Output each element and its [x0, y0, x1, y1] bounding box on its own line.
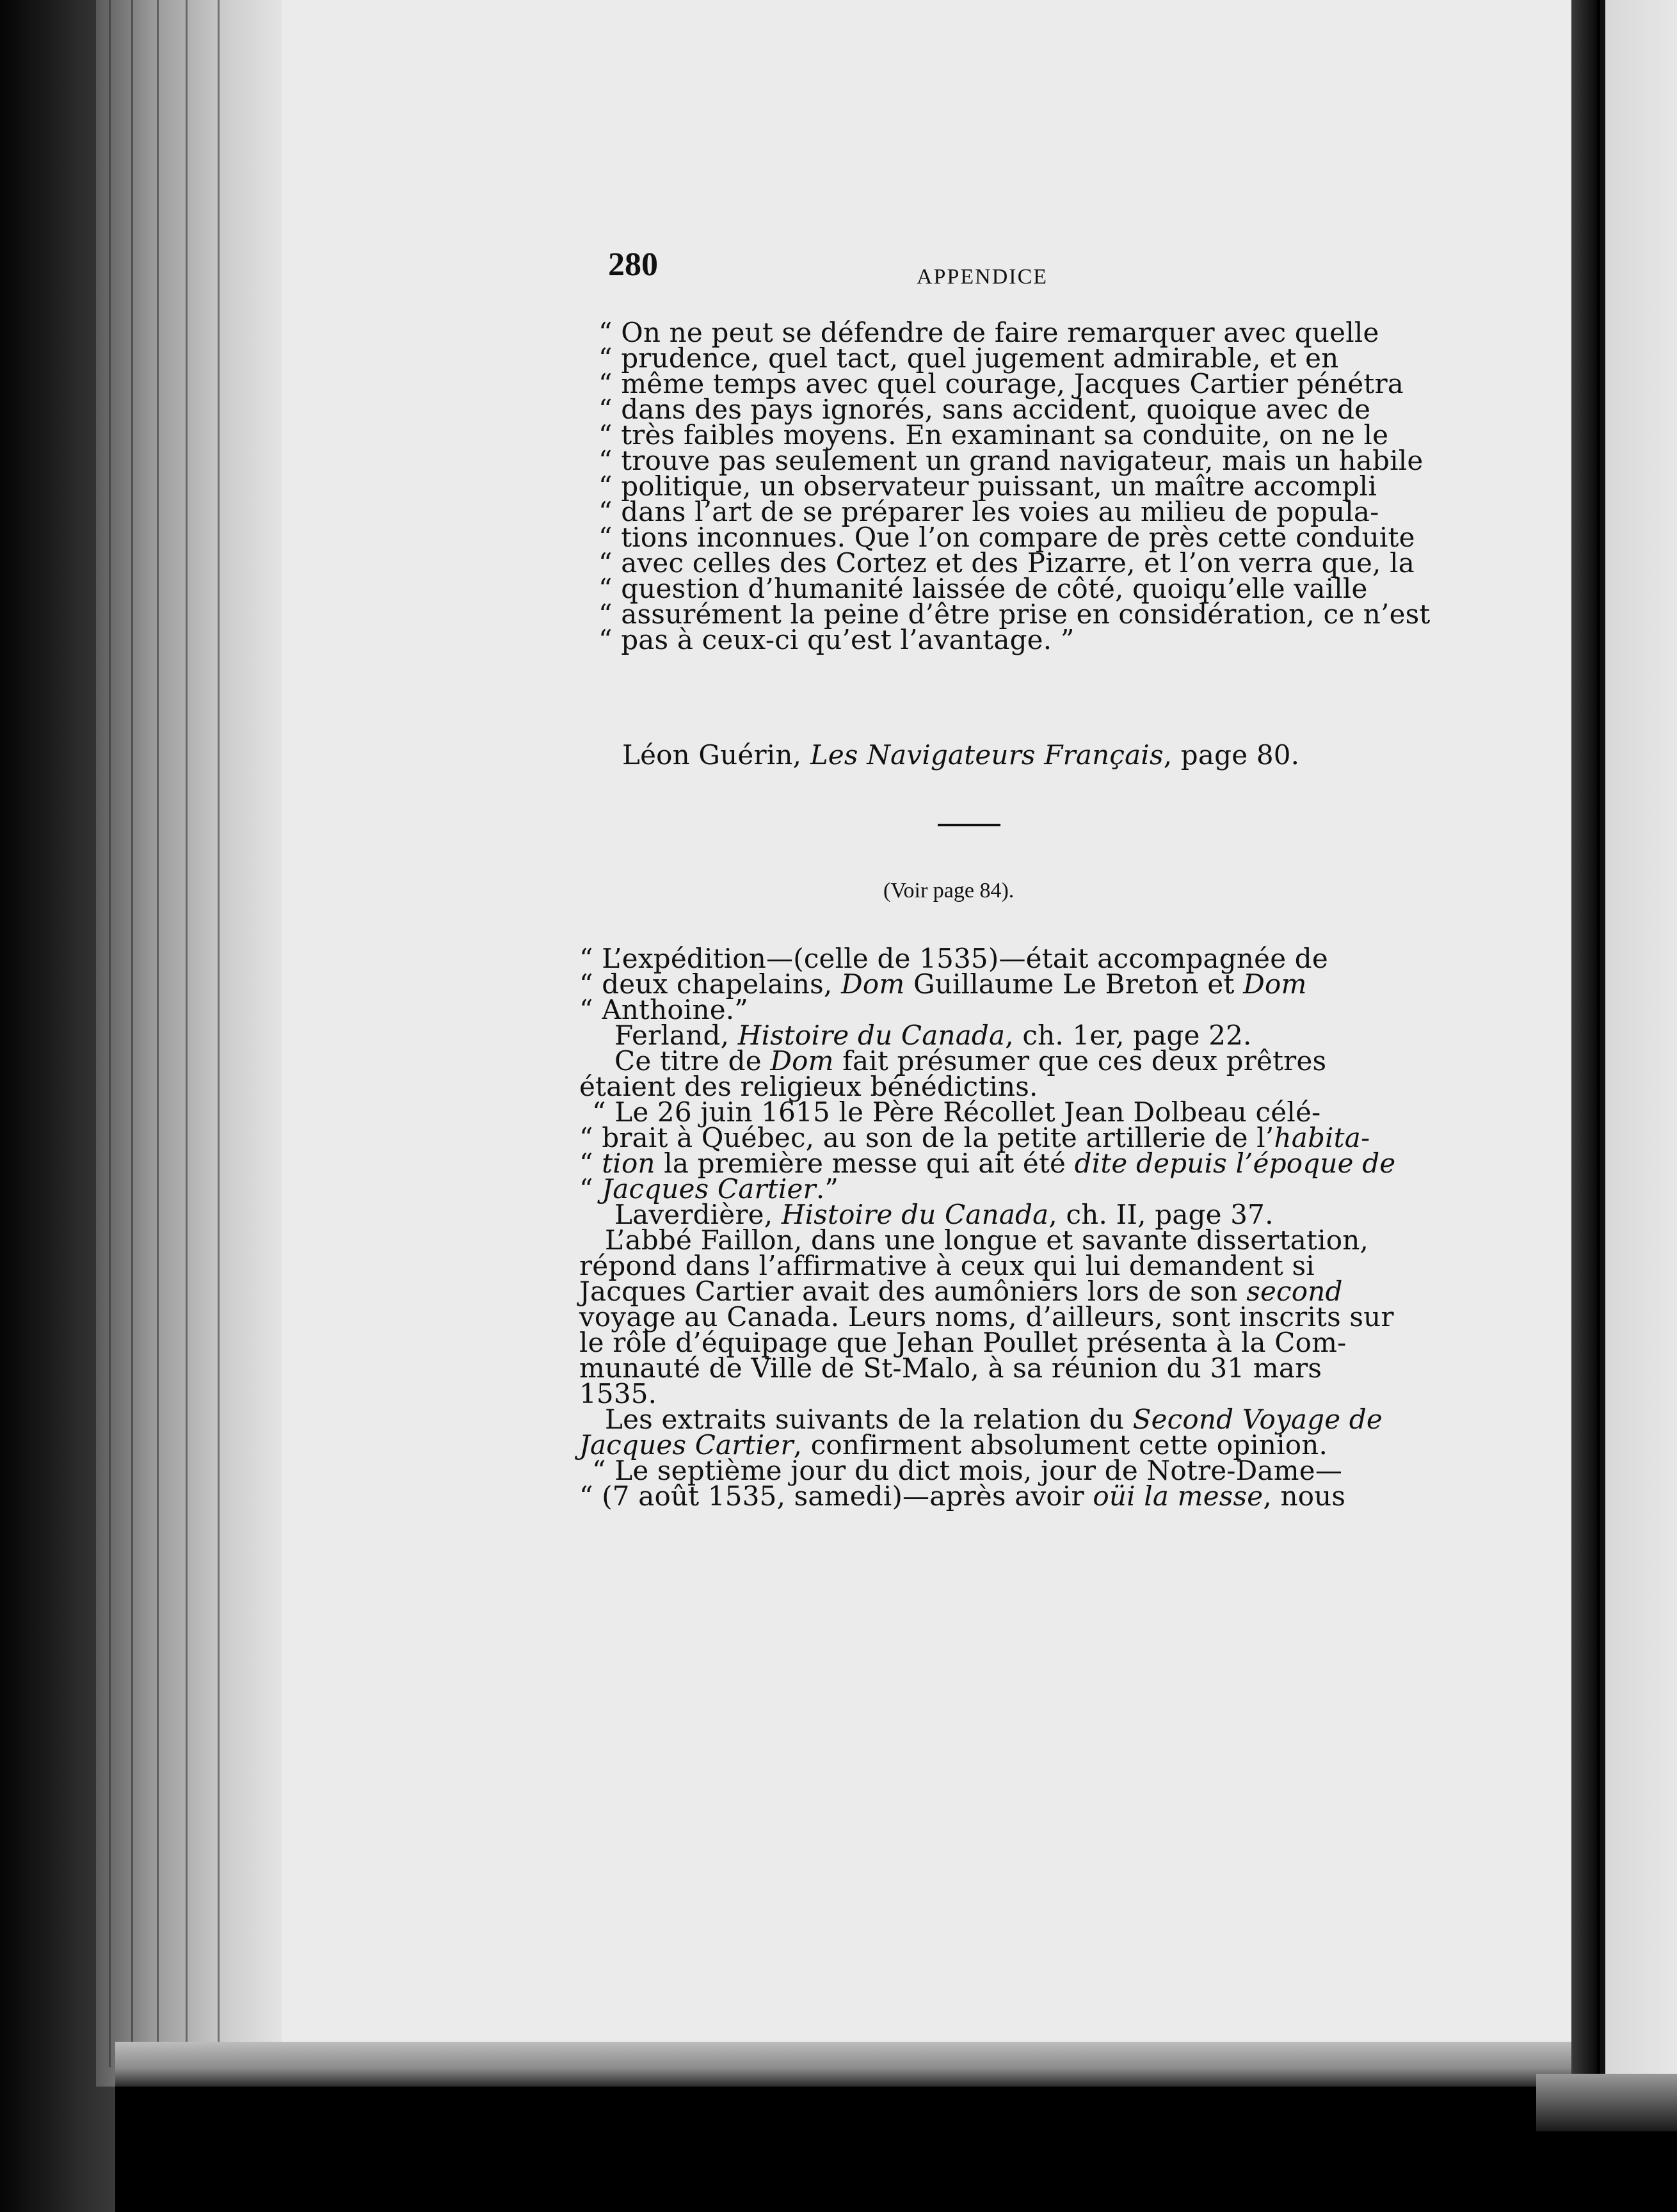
body-line: [579, 1480, 1395, 1512]
quote-line: “ pas à ceux-ci qu’est l’avantage. ”: [598, 624, 1075, 655]
body-line: 1535.: [579, 1378, 657, 1409]
page-edge-line: [131, 0, 133, 2067]
text-run: Ferland,: [614, 1020, 738, 1051]
text-run: Laverdière,: [614, 1199, 782, 1230]
body-line: “ L’expédition—(celle de 1535)—était accompagnée de: [579, 943, 1328, 974]
text-run: fait présumer que ces deux prêtres: [833, 1045, 1327, 1077]
text-run-italic: Jacques Cartier: [602, 1173, 816, 1205]
quote-line: “ avec celles des Cortez et des Pizarre, et l’on verra que, la: [598, 547, 1415, 579]
page-bottom-edge: [115, 2042, 1587, 2087]
text-run-italic: Jacques Cartier: [579, 1429, 794, 1461]
body-line: [579, 1429, 1395, 1461]
text-run: “ brait à Québec, au son de la petite artillerie de l’: [579, 1122, 1274, 1153]
quote-line: “ assurément la peine d’être prise en considération, ce n’est: [598, 598, 1431, 630]
running-head: APPENDICE: [917, 265, 1048, 289]
page-stack-edges: [96, 0, 288, 2087]
citation-page: , page 80.: [1163, 739, 1300, 771]
body-line: munauté de Ville de St-Malo, à sa réunion du 31 mars: [579, 1352, 1322, 1384]
quote-line: “ tions inconnues. Que l’on compare de près cette conduite: [598, 522, 1415, 553]
text-run: Les extraits suivants de la relation du: [605, 1404, 1133, 1435]
text-run-italic: second: [1246, 1276, 1343, 1307]
body-line: voyage au Canada. Leurs noms, d’ailleurs, sont inscrits sur: [579, 1301, 1394, 1333]
text-run: “: [579, 1148, 602, 1179]
text-run-italic: tion: [602, 1148, 655, 1179]
text-run: , ch. II, page 37.: [1048, 1199, 1274, 1230]
body-line: [579, 1276, 1395, 1307]
body-line: [579, 1148, 1396, 1179]
quote-line: “ dans l’art de se préparer les voies au milieu de popula-: [598, 496, 1379, 527]
quote-line: “ trouve pas seulement un grand navigateur, mais un habile: [598, 445, 1424, 476]
facing-page-edge: [1600, 0, 1677, 2112]
quote-line: “ très faibles moyens. En examinant sa conduite, on ne le: [598, 419, 1389, 451]
body-line: [579, 968, 1395, 1000]
body-line: “ Anthoine.”: [579, 994, 748, 1025]
body-text: [579, 943, 1396, 1512]
text-run: Jacques Cartier avait des aumôniers lors de son: [579, 1276, 1247, 1307]
page-gutter: [1571, 0, 1597, 2087]
page-edge-line: [218, 0, 220, 2067]
text-run-italic: Dom: [841, 968, 905, 1000]
quote-line: “ question d’humanité laissée de côté, quoiqu’elle vaille: [598, 573, 1368, 604]
text-run: “ deux chapelains,: [579, 968, 842, 1000]
body-line: [579, 1045, 1395, 1077]
quote-line: “ On ne peut se défendre de faire remarquer avec quelle: [598, 317, 1379, 348]
body-line: [579, 1199, 1395, 1230]
text-run-italic: Dom: [770, 1045, 834, 1077]
quote-line: “ prudence, quel tact, quel jugement admirable, et en: [598, 342, 1339, 374]
text-run: , confirment absolument cette opinion.: [793, 1429, 1328, 1461]
text-run: , ch. 1er, page 22.: [1005, 1020, 1252, 1051]
text-run: , nous: [1263, 1480, 1346, 1512]
page-number: 280: [608, 246, 658, 283]
text-run: la première messe qui ait été: [655, 1148, 1075, 1179]
citation-title: Les Navigateurs Français: [810, 739, 1164, 771]
text-run: “: [579, 1173, 602, 1205]
page-edge-line: [186, 0, 188, 2067]
text-run-italic: habita-: [1274, 1122, 1370, 1153]
text-run: Ce titre de: [614, 1045, 771, 1077]
page-edge-line: [109, 0, 111, 2067]
text-run-italic: Second Voyage de: [1132, 1404, 1383, 1435]
quote-line: “ politique, un observateur puissant, un maître accompli: [598, 470, 1377, 502]
text-run-italic: dite depuis l’époque de: [1074, 1148, 1396, 1179]
text-run-italic: Dom: [1243, 968, 1307, 1000]
body-line: [579, 1404, 1395, 1435]
body-line: le rôle d’équipage que Jehan Poullet présenta à la Com-: [579, 1327, 1347, 1358]
quote-block: [598, 317, 1431, 655]
body-line: [579, 1020, 1395, 1051]
section-reference: (Voir page 84).: [883, 879, 1015, 902]
text-run-italic: Histoire du Canada: [737, 1020, 1006, 1051]
quote-citation: [622, 739, 1300, 771]
body-line: étaient des religieux bénédictins.: [579, 1071, 1038, 1102]
text-run-italic: Histoire du Canada: [781, 1199, 1049, 1230]
body-line: [579, 1173, 1395, 1205]
body-line: répond dans l’affirmative à ceux qui lui demandent si: [579, 1250, 1315, 1281]
text-run-italic: oüi la messe: [1093, 1480, 1264, 1512]
body-line: “ Le 26 juin 1615 le Père Récollet Jean Dolbeau célé-: [592, 1096, 1321, 1128]
page-edge-line: [157, 0, 159, 2067]
section-divider: [938, 824, 1000, 826]
quote-line: “ dans des pays ignorés, sans accident, quoique avec de: [598, 394, 1371, 425]
text-run: “ (7 août 1535, samedi)—après avoir: [579, 1480, 1093, 1512]
quote-line: “ même temps avec quel courage, Jacques Cartier pénétra: [598, 368, 1404, 399]
citation-author: Léon Guérin,: [622, 739, 810, 771]
facing-page-bottom: [1536, 2074, 1677, 2131]
text-run: .”: [815, 1173, 839, 1205]
body-line: “ Le septième jour du dict mois, jour de Notre-Dame—: [592, 1455, 1343, 1486]
body-line: [579, 1122, 1395, 1153]
body-line: L’abbé Faillon, dans une longue et savante dissertation,: [605, 1224, 1369, 1256]
text-run: Guillaume Le Breton et: [904, 968, 1244, 1000]
